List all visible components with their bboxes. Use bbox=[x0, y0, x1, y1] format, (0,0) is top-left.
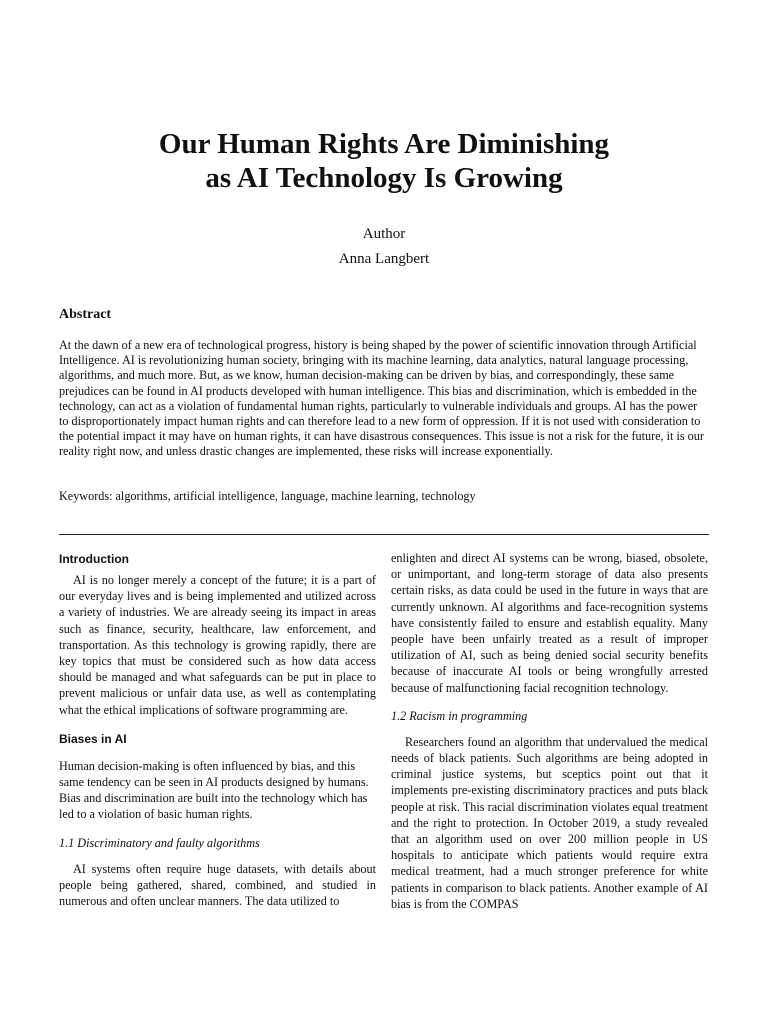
author-label: Author bbox=[362, 226, 406, 242]
subsection-1-2-heading: 1.2 Racism in programming bbox=[391, 708, 528, 723]
keywords: Keywords: algorithms, artificial intelligence, language, machine learning, technology bbox=[59, 489, 476, 503]
biases-paragraph: Human decision-making is often influenced by bias, and this same tendency can be seen in AI products designed by humans. Bias and discrimination are built into the technology which has led to a violation of basic human rights. bbox=[59, 758, 369, 822]
biases-heading: Biases in AI bbox=[59, 731, 127, 746]
introduction-paragraph: AI is no longer merely a concept of the future; it is a part of our everyday lives and is being implemented and utilized across a variety of industries. We are already seeing its impact in areas such as finance, security, healthcare, law enforcement, and transportation. As this technology is growing rapidly, there are key topics that must be considered such as how data access should be managed and what safeguards can be put in place to prevent malicious or unfair data use, as well as contemplating what the ethical implications of software programming are. bbox=[59, 573, 376, 717]
subsection-1-1-heading: 1.1 Discriminatory and faulty algorithms bbox=[59, 835, 260, 850]
continued-paragraph: enlighten and direct AI systems can be wrong, biased, obsolete, or unimportant, and long-term storage of data also presents certain risks, as data could be used in the future in ways that are currently unknown. AI algorithms and face-recognition systems have consistently failed to ensure and establish equality. Many people have been unfairly treated as a result of improper utilization of AI, such as being denied social security benefits because of inaccurate AI tools or being wrongfully arrested because of malfunctioning facial recognition technology. bbox=[391, 551, 708, 695]
title-line-1: Our Human Rights Are Diminishing bbox=[158, 128, 610, 160]
subsection-1-1-paragraph: AI systems often require huge datasets, with details about people being gathered, shared, combined, and studied in numerous and often unclear manners. The data utilized to bbox=[59, 861, 376, 909]
paper-title bbox=[60, 127, 708, 195]
abstract-heading: Abstract bbox=[59, 307, 112, 322]
left-column bbox=[59, 548, 376, 919]
subsection-1-2-paragraph: Researchers found an algorithm that undervalued the medical needs of black patients. Such algorithms are being adopted in criminal justice systems, but sceptics point out that it implements pre-existing discriminatory practices and puts black people at risk. This racial discrimination violates equal treatment and the right to protection. In October 2019, a study revealed that an algorithm used on over 200 million people in US hospitals to anticipate which patients would require extra medical treatment, had a much stronger preference for white patients in comparison to black patients. Another example of AI bias is from the COMPAS bbox=[391, 734, 708, 911]
author-name: Anna Langbert bbox=[338, 251, 430, 267]
title-line-2: as AI Technology Is Growing bbox=[205, 162, 563, 194]
section-divider bbox=[59, 534, 709, 535]
right-column bbox=[391, 548, 708, 922]
abstract-text: At the dawn of a new era of technological progress, history is being shaped by the power of scientific innovation through Artificial Intelligence. AI is revolutionizing human society, bringing with its machine learning, data analytics, natural language processing, algorithms, and much more. But, as we know, human decision-making can be driven by bias, and correspondingly, these same prejudices can be found in AI products developed with human intelligence. This bias and discrimination, which is embedded in the technology, can act as a violation of fundamental human rights, particularly to vulnerable individuals and groups. AI has the power to disproportionately impact human rights and can therefore lead to a new form of oppression. If it is not used with consideration to the potential impact it may have on human rights, it can have disastrous consequences. This issue is not a risk for the future, it is our reality right now, and unless drastic changes are implemented, these risks will increase exponentially. bbox=[59, 338, 704, 459]
introduction-heading: Introduction bbox=[59, 552, 129, 566]
